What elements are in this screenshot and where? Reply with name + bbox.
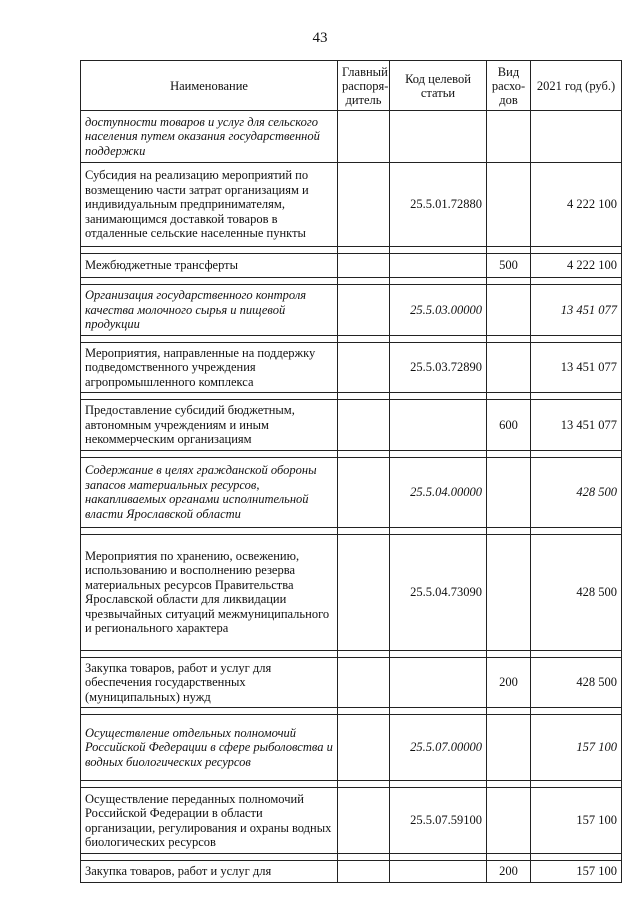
spacer-cell	[338, 393, 390, 400]
row-amount-cell: 13 451 077	[531, 342, 622, 393]
table-row	[81, 534, 622, 650]
row-admin-cell	[338, 254, 390, 278]
row-admin-cell	[338, 534, 390, 650]
table-row	[81, 715, 622, 781]
row-name-cell: Предоставление субсидий бюджетным, автономным учреждениям и иным некоммерческим организациям	[81, 400, 338, 451]
row-code-cell: 25.5.04.73090	[390, 534, 487, 650]
row-code-cell: 25.5.07.59100	[390, 788, 487, 854]
row-spacer	[81, 708, 622, 715]
row-spacer	[81, 527, 622, 534]
row-admin-cell	[338, 111, 390, 163]
row-code-cell: 25.5.04.00000	[390, 457, 487, 527]
spacer-cell	[338, 708, 390, 715]
spacer-cell	[487, 708, 531, 715]
header-amount: 2021 год (руб.)	[531, 61, 622, 111]
row-code-cell	[390, 400, 487, 451]
spacer-cell	[487, 393, 531, 400]
spacer-cell	[487, 335, 531, 342]
row-name-cell: доступности товаров и услуг для сельского населения путем оказания государственной поддержки	[81, 111, 338, 163]
spacer-cell	[531, 393, 622, 400]
spacer-cell	[390, 278, 487, 285]
row-amount-cell: 157 100	[531, 788, 622, 854]
row-amount-cell: 4 222 100	[531, 163, 622, 247]
row-name-cell: Осуществление отдельных полномочий Российской Федерации в сфере рыболовства и водных биологических ресурсов	[81, 715, 338, 781]
spacer-cell	[338, 278, 390, 285]
row-amount-cell: 157 100	[531, 715, 622, 781]
row-name-cell: Организация государственного контроля качества молочного сырья и пищевой продукции	[81, 285, 338, 336]
table-row	[81, 163, 622, 247]
table-row	[81, 400, 622, 451]
spacer-cell	[531, 278, 622, 285]
spacer-cell	[390, 854, 487, 861]
spacer-cell	[531, 527, 622, 534]
row-spacer	[81, 278, 622, 285]
spacer-cell	[390, 335, 487, 342]
spacer-cell	[338, 650, 390, 657]
table-header-row	[81, 61, 622, 111]
row-admin-cell	[338, 715, 390, 781]
row-kind-cell: 500	[487, 254, 531, 278]
table-row	[81, 657, 622, 708]
spacer-cell	[81, 708, 338, 715]
spacer-cell	[81, 450, 338, 457]
budget-table	[80, 60, 622, 883]
spacer-cell	[487, 450, 531, 457]
table-row	[81, 285, 622, 336]
spacer-cell	[531, 450, 622, 457]
header-name: Наименование	[81, 61, 338, 111]
row-name-cell: Мероприятия по хранению, освежению, использованию и восполнению резерва материальных ресурсов Правительства Ярославской области для ликвидации чрезвычайных ситуаций межмуниципального и регионального характера	[81, 534, 338, 650]
spacer-cell	[81, 781, 338, 788]
table-row	[81, 254, 622, 278]
spacer-cell	[338, 450, 390, 457]
spacer-cell	[390, 781, 487, 788]
spacer-cell	[338, 247, 390, 254]
row-kind-cell	[487, 788, 531, 854]
row-code-cell	[390, 861, 487, 883]
row-amount-cell: 4 222 100	[531, 254, 622, 278]
spacer-cell	[531, 247, 622, 254]
row-code-cell: 25.5.07.00000	[390, 715, 487, 781]
spacer-cell	[487, 527, 531, 534]
row-admin-cell	[338, 861, 390, 883]
row-kind-cell: 200	[487, 861, 531, 883]
row-code-cell	[390, 111, 487, 163]
spacer-cell	[531, 708, 622, 715]
row-kind-cell	[487, 163, 531, 247]
row-amount-cell: 157 100	[531, 861, 622, 883]
row-spacer	[81, 650, 622, 657]
row-admin-cell	[338, 163, 390, 247]
row-amount-cell: 428 500	[531, 657, 622, 708]
spacer-cell	[81, 854, 338, 861]
spacer-cell	[338, 854, 390, 861]
row-kind-cell	[487, 111, 531, 163]
spacer-cell	[81, 650, 338, 657]
row-code-cell	[390, 254, 487, 278]
row-amount-cell: 13 451 077	[531, 400, 622, 451]
spacer-cell	[531, 650, 622, 657]
row-amount-cell: 428 500	[531, 457, 622, 527]
row-name-cell: Осуществление переданных полномочий Российской Федерации в области организации, регулирования и охраны водных биологических ресурсов	[81, 788, 338, 854]
row-kind-cell	[487, 285, 531, 336]
spacer-cell	[81, 247, 338, 254]
row-kind-cell	[487, 342, 531, 393]
header-kind: Вид расхо-дов	[487, 61, 531, 111]
row-name-cell: Закупка товаров, работ и услуг для обеспечения государственных (муниципальных) нужд	[81, 657, 338, 708]
row-name-cell: Закупка товаров, работ и услуг для	[81, 861, 338, 883]
row-admin-cell	[338, 457, 390, 527]
row-admin-cell	[338, 342, 390, 393]
row-spacer	[81, 781, 622, 788]
row-code-cell: 25.5.03.00000	[390, 285, 487, 336]
spacer-cell	[338, 781, 390, 788]
spacer-cell	[338, 335, 390, 342]
table-body	[81, 111, 622, 883]
table-row	[81, 457, 622, 527]
spacer-cell	[531, 781, 622, 788]
spacer-cell	[338, 527, 390, 534]
spacer-cell	[531, 854, 622, 861]
row-spacer	[81, 450, 622, 457]
row-spacer	[81, 393, 622, 400]
spacer-cell	[390, 527, 487, 534]
row-name-cell: Субсидия на реализацию мероприятий по возмещению части затрат организациям и индивидуальным предпринимателям, занимающимся доставкой товаров в отдаленные сельские населенные пункты	[81, 163, 338, 247]
spacer-cell	[81, 278, 338, 285]
spacer-cell	[81, 527, 338, 534]
spacer-cell	[487, 650, 531, 657]
row-kind-cell: 200	[487, 657, 531, 708]
table-row	[81, 342, 622, 393]
page-number: 43	[312, 30, 328, 46]
table-row	[81, 861, 622, 883]
spacer-cell	[390, 393, 487, 400]
spacer-cell	[531, 335, 622, 342]
row-kind-cell	[487, 534, 531, 650]
row-admin-cell	[338, 657, 390, 708]
row-code-cell: 25.5.01.72880	[390, 163, 487, 247]
spacer-cell	[487, 781, 531, 788]
row-spacer	[81, 854, 622, 861]
row-name-cell: Мероприятия, направленные на поддержку подведомственного учреждения агропромышленного комплекса	[81, 342, 338, 393]
spacer-cell	[487, 247, 531, 254]
row-name-cell: Межбюджетные трансферты	[81, 254, 338, 278]
spacer-cell	[487, 278, 531, 285]
row-spacer	[81, 247, 622, 254]
spacer-cell	[81, 335, 338, 342]
row-amount-cell: 13 451 077	[531, 285, 622, 336]
row-admin-cell	[338, 285, 390, 336]
row-code-cell	[390, 657, 487, 708]
row-name-cell: Содержание в целях гражданской обороны запасов материальных ресурсов, накапливаемых органами исполнительной власти Ярославской области	[81, 457, 338, 527]
row-kind-cell	[487, 715, 531, 781]
header-admin: Главный распоря-дитель	[338, 61, 390, 111]
row-kind-cell: 600	[487, 400, 531, 451]
spacer-cell	[390, 708, 487, 715]
row-code-cell: 25.5.03.72890	[390, 342, 487, 393]
spacer-cell	[81, 393, 338, 400]
row-admin-cell	[338, 400, 390, 451]
header-code: Код целевой статьи	[390, 61, 487, 111]
table-row	[81, 788, 622, 854]
table-row	[81, 111, 622, 163]
spacer-cell	[390, 247, 487, 254]
spacer-cell	[390, 650, 487, 657]
row-admin-cell	[338, 788, 390, 854]
spacer-cell	[390, 450, 487, 457]
row-spacer	[81, 335, 622, 342]
spacer-cell	[487, 854, 531, 861]
row-kind-cell	[487, 457, 531, 527]
row-amount-cell	[531, 111, 622, 163]
row-amount-cell: 428 500	[531, 534, 622, 650]
